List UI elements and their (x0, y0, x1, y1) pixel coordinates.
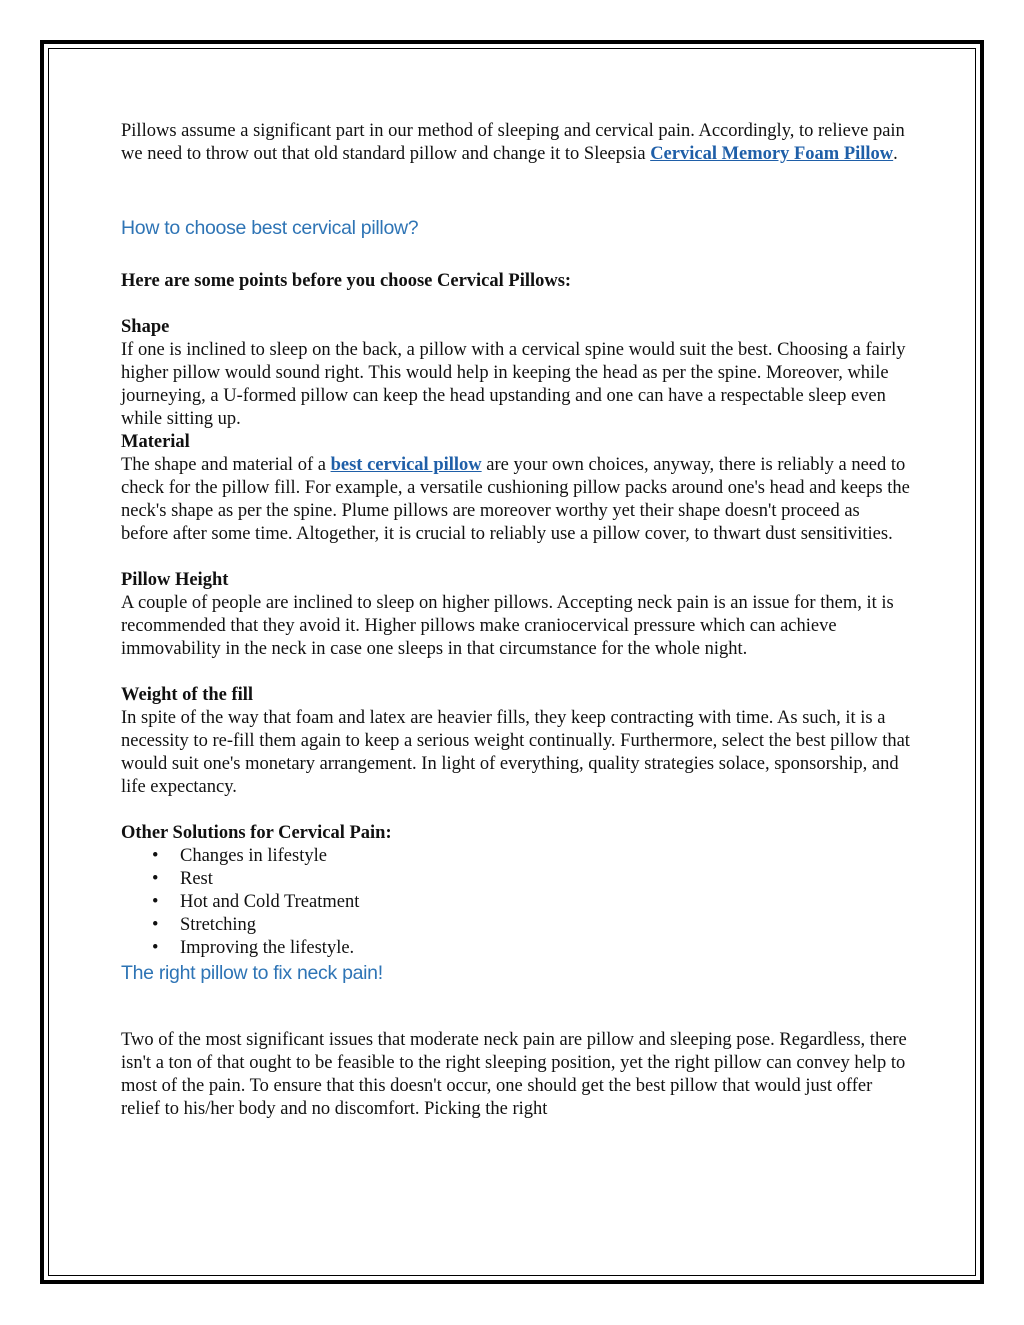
bullet-icon: • (152, 846, 159, 866)
material-body (121, 454, 911, 546)
heading-choose-pillow: How to choose best cervical pillow? (121, 217, 419, 239)
shape-title: Shape (121, 317, 170, 337)
material-text-end: are your own choices, anyway, there is reliably a need to check for the pillow fill. For example, a versatile cushioning pillow packs around one's head and keeps the neck's shape as per the spine. Plume pillows are moreover worthy yet their shape doesn't proceed as before after some time. Altogether, it is crucial to reliably use a pillow cover, to thwart dust sensitivities. (121, 455, 910, 544)
intro-paragraph (121, 120, 911, 166)
cervical-memory-foam-pillow-link[interactable]: Cervical Memory Foam Pillow (650, 144, 894, 164)
list-item-text: Stretching (180, 915, 257, 935)
weight-fill-body: In spite of the way that foam and latex are heavier fills, they keep contracting with time. As such, it is a necessity to re-fill them again to keep a serious weight continually. Furthermore, select the best pillow that would suit one's monetary arrangement. In light of everything, quality strategies solace, sponsorship, and life expectancy. (121, 708, 910, 797)
pillow-height-title: Pillow Height (121, 570, 229, 590)
bullet-icon: • (152, 869, 159, 889)
bullet-icon: • (152, 915, 159, 935)
shape-body: If one is inclined to sleep on the back, a pillow with a cervical spine would suit the best. Choosing a fairly higher pillow would sound right. This would help in keeping the head as per the spine. Moreover, while journeying, a U-formed pillow can keep the head upstanding and one can have a respectable sleep even while sitting up. (121, 340, 906, 429)
document-content (121, 120, 911, 1121)
heading-right-pillow: The right pillow to fix neck pain! (121, 962, 383, 984)
list-item-text: Rest (180, 869, 213, 889)
other-solutions-title: Other Solutions for Cervical Pain: (121, 823, 392, 843)
pillow-height-body: A couple of people are inclined to sleep on higher pillows. Accepting neck pain is an issue for them, it is recommended that they avoid it. Higher pillows make craniocervical pressure which can achieve immovability in the neck in case one sleeps in that circumstance for the whole night. (121, 593, 894, 659)
list-item-text: Hot and Cold Treatment (180, 892, 360, 912)
list-item-text: Changes in lifestyle (180, 846, 327, 866)
points-intro: Here are some points before you choose Cervical Pillows: (121, 271, 572, 291)
list-item (121, 845, 911, 868)
other-solutions-list (121, 845, 911, 960)
list-item (121, 914, 911, 937)
best-cervical-pillow-link[interactable]: best cervical pillow (330, 455, 482, 475)
material-text: The shape and material of a (121, 455, 331, 475)
closing-paragraph: Two of the most significant issues that moderate neck pain are pillow and sleeping pose. Regardless, there isn't a ton of that ought to be feasible to the right sleeping position, yet the right pillow can convey help to most of the pain. To ensure that this doesn't occur, one should get the best pillow that would just offer relief to his/her body and no discomfort. Picking the right (121, 1030, 907, 1119)
bullet-icon: • (152, 938, 159, 958)
bullet-icon: • (152, 892, 159, 912)
list-item (121, 868, 911, 891)
intro-text-end: . (893, 144, 898, 164)
weight-fill-title: Weight of the fill (121, 685, 254, 705)
material-title: Material (121, 432, 190, 452)
list-item (121, 891, 911, 914)
intro-text: Pillows assume a significant part in our method of sleeping and cervical pain. Accordingly, to relieve pain we need to throw out that old standard pillow and change it to Sleepsia (121, 121, 905, 164)
list-item (121, 937, 911, 960)
list-item-text: Improving the lifestyle. (180, 938, 355, 958)
